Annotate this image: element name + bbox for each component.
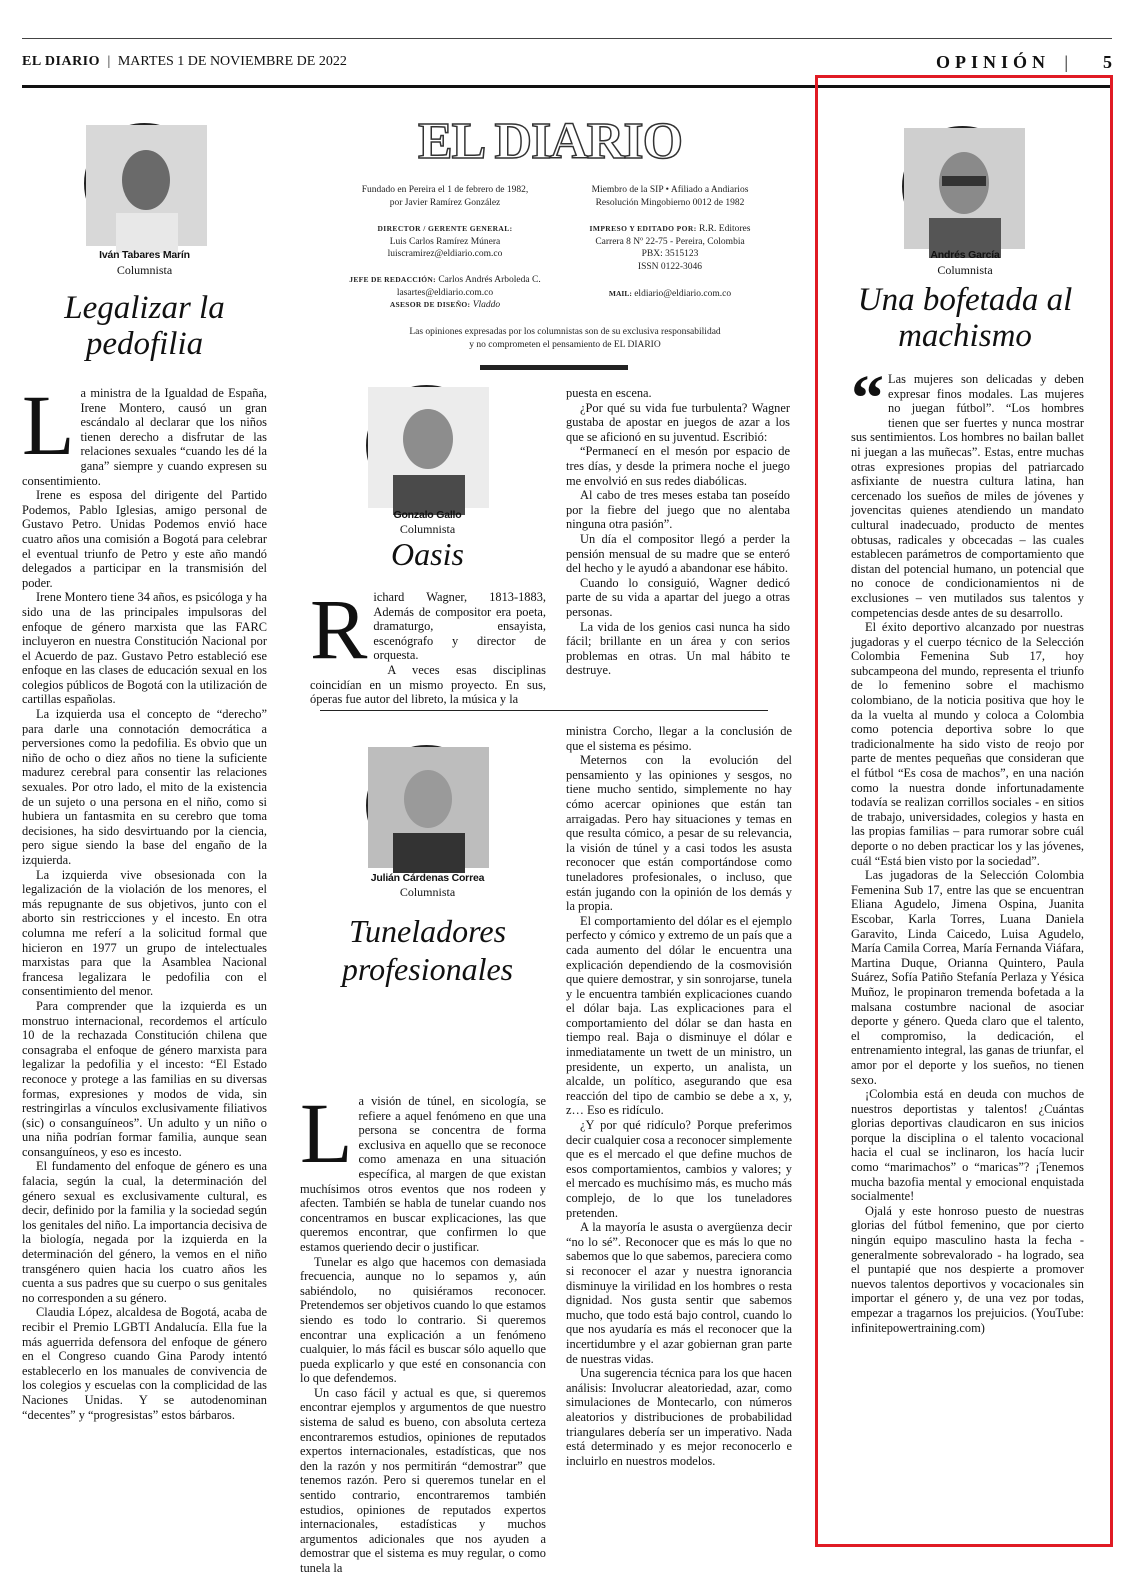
mail-label: MAIL: bbox=[608, 289, 632, 298]
paragraph: ¡Colombia está en deuda con muchos de nuestros deportistas y talentos! ¿Cuántas glorias deportivas claudicaron en sus inicios porque la disciplina o el talento vocacional hacia el cual se inclinaron, los hacía lucir como “marimachos” o “maricas”? ¡Tenemos mucha bazofia mental y emocional enquistada socialmente! bbox=[851, 1087, 1084, 1204]
paragraph: El fundamento del enfoque de género es una falacia, según la cual, la determinación del género sexual es exclusivamente cultural, es decir, definido por la familia y la sociedad según los genitales del niño. La importancia decisiva de la biología, negada por la izquierda en la determinación del género, la vemos en el niño transgénero quien hacia los cuatro años les cuenta a sus padres que su cuerpo o sus genitales no corresponden a su género. bbox=[22, 1159, 267, 1305]
paragraph: Ojalá y este honroso puesto de nuestras glorias del fútbol femenino, que por cierto ningún equipo masculino hasta la fecha - generalmente sobrevalorado - ha logrado, sea el puntapié que nos despierte a promover nuevos talentos deportivos y vocacionales sin importar el género y, de una vez por todas, empezar a tragarnos los prejuicios. (YouTube: infinitepowertraining.com) bbox=[851, 1203, 1084, 1335]
paragraph: La vida de los genios casi nunca ha sido fácil; brillante en un área y con serios problemas en otras. Un mal hábito te destruye. bbox=[566, 619, 790, 678]
author-role: Columnista bbox=[399, 885, 456, 899]
quote-mark: “ bbox=[851, 362, 884, 435]
drop-cap: L bbox=[22, 377, 75, 473]
paragraph: El comportamiento del dólar es el ejemplo perfecto y cómico y extremo de un país que a cada aumento del dólar le encuentra una explicación dependiendo de la cosmovisión que quiere demostrar, y sin sonrojarse, tunela y le encuentra también explicaciones cuando el dólar baja. Las explicaciones para el comportamiento del dólar se dan hasta en tiempo real. Baja o disminuye el dólar e inmediatamente un twett de un ministro, un presidente, un experto, un analista, un alcalde, un político, asegurando que esa reacción del tipo de cambio se debe a x, y, z… Eso es ridículo. bbox=[566, 913, 792, 1118]
paragraph: ichard Wagner, 1813-1883, Además de compositor era poeta, dramaturgo, ensayista, escenógrafo y director de orquesta. bbox=[373, 590, 546, 663]
title-line-2: pedofilia bbox=[85, 326, 204, 362]
title-line-2: profesionales bbox=[341, 951, 514, 987]
paragraph: a visión de túnel, en sicología, se refiere a aquel fenómeno en que una persona se concentra de forma exclusiva en aquello que se reconoce como amenaza en una situación específica, al margen de que existan muchísimos otros eventos que nos rodeen y afecten. También se habla de tunelar cuando nos concentramos en buscar explicaciones, las que queremos encontrar, que confirmen lo que estamos queriendo decir o justificar. bbox=[300, 1094, 546, 1254]
printer-name: R.R. Editores bbox=[698, 224, 751, 234]
paragraph: A veces esas disciplinas coincidían en un mismo proyecto. En sus, óperas fue autor del libreto, la música y la bbox=[310, 662, 546, 707]
paragraph: Una sugerencia técnica para los que hacen análisis: Involucrar aleatoriedad, azar, como simulaciones de Montecarlo, con números aleatorios y distribuciones de probabilidad triangulares debería ser un imperativo. Nada está determinado y es mejor reconocerlo e incluirlo en nuestros modelos. bbox=[566, 1366, 792, 1468]
paragraph: La izquierda usa el concepto de “derecho” para darle una connotación democrática a perversiones como la pedofilia. Es obvio que un niño de ocho o diez años no tiene la suficiente madurez cerebral para consentir las relaciones sexuales. Por otro lado, el mito de la existencia de un sujeto o una persona en el niño, como si hubiera un fantasmita en su cerebro que toma decisiones, ha sido desvirtuando por la ciencia, pero sigue siendo la base del engaño de la izquierda. bbox=[22, 707, 267, 867]
paragraph: “Permanecí en el mesón por espacio de tres días, y desde la primera noche el juego me envolvió en sus redes diabólicas. bbox=[566, 444, 790, 488]
director-label: DIRECTOR / GERENTE GENERAL: bbox=[377, 224, 513, 233]
paragraph: puesta en escena. bbox=[566, 386, 652, 400]
disclaimer-line: y no comprometen el pensamiento de EL DIARIO bbox=[469, 339, 661, 350]
header-separator: | bbox=[107, 54, 111, 69]
paragraph: Irene Montero tiene 34 años, es psicóloga y ha sido una de las principales impulsoras del enfoque de género marxista que las FARC incluyeron en nuestra Constitución Nacional por el Acuerdo de paz. Gustavo Petro estableció ese enfoque en las clases de educación sexual en los colegios públicos de Bogotá con la utilización de cartillas españolas. bbox=[22, 590, 267, 707]
masthead-logo: EL DIARIO bbox=[417, 113, 683, 170]
title-line-1: Una bofetada al bbox=[857, 282, 1073, 318]
member-info bbox=[565, 184, 775, 209]
paragraph: ministra Corcho, llegar a la conclusión de que el sistema es pésimo. bbox=[566, 724, 792, 753]
director-name: Luis Carlos Ramírez Múnera bbox=[389, 236, 501, 247]
author-photo-andres bbox=[902, 126, 1023, 247]
article-title bbox=[830, 282, 1100, 354]
page-number: 5 bbox=[1103, 52, 1112, 72]
mail-address: eldiario@eldiario.com.co bbox=[634, 289, 732, 299]
paragraph: La izquierda vive obsesionada con la legalización de la violación de los menores, el más repugnante de sus objetivos, junto con el aborto sin restricciones y el incesto. En otra columna me referí a la solicitud formal que hicieron en 1977 un grupo de intelectuales marxistas para que la Asamblea Nacional francesa legalizara le pedofilia con el consentimiento del menor. bbox=[22, 867, 267, 999]
paragraph: ¿Por qué su vida fue turbulenta? Wagner gustaba de apostar en juegos de azar a los que se aficionó en su juventud. Escribió: bbox=[566, 400, 790, 444]
disclaimer-line: Las opiniones expresadas por los columnistas son de su exclusiva responsabilidad bbox=[409, 327, 721, 337]
founded-info bbox=[340, 184, 550, 209]
printer-info bbox=[565, 223, 775, 273]
tuneladores-right-column bbox=[566, 724, 792, 1534]
editor-label: JEFE DE REDACCIÓN: bbox=[349, 275, 436, 284]
mail-info bbox=[565, 288, 775, 301]
title-line-2: machismo bbox=[898, 318, 1032, 354]
section-name: OPINIÓN bbox=[935, 52, 1050, 72]
design-name: Vladdo bbox=[472, 300, 501, 310]
editor-name: Carlos Andrés Arboleda C. bbox=[438, 275, 541, 285]
title-line-1: Tuneladores bbox=[348, 913, 507, 949]
paragraph: Un caso fácil y actual es que, si queremos encontrar ejemplos y argumentos de que nuestro sistema de salud es bueno, con absoluta certeza encontraremos estudios, opiniones de reputados expertos internacionales, estadísticas, que nos den la razón y nos permitirán “demostrar” que tenemos razón. Pero si queremos tunelar en el sentido contrario, encontraremos también estudios, opiniones de reputados expertos internacionales, estadísticas y muchos argumentos adicionales que nos ayuden a demostrar que el sistema es muy regular, o como tunela la bbox=[300, 1385, 546, 1575]
founded-line: por Javier Ramírez González bbox=[389, 197, 501, 208]
paragraph: ¿Y por qué ridículo? Porque preferimos decir cualquier cosa a reconocer simplemente que es el mercado el que define muchos de esos comportamientos, cambios y valores; y el mercado es muchísimo más, es mucho más complejo, de lo que los tuneladores pretenden. bbox=[566, 1118, 793, 1220]
paragraph: Cuando lo consiguió, Wagner dedicó parte de su vida a apartar del juego a otras personas. bbox=[566, 575, 790, 619]
header-bar bbox=[22, 54, 1112, 74]
paragraph: A la mayoría le asusta o avergüenza decir “no lo sé”. Reconocer que es más lo que no sabemos que lo que sabemos, pareciera como si reconocer el azar y nuestra ignorancia disminuye la virilidad en los hombres o resta dignidad. Nos gusta sentir que sabemos mucho, que todo está bajo control, cuando lo que nos ayudaría es más el reconocer que la incertidumbre y el azar gobiernan gran parte de nuestras vidas. bbox=[566, 1220, 792, 1366]
article-body bbox=[851, 362, 1084, 1537]
paragraph: Al cabo de tres meses estaba tan poseído por la fiebre del juego que no alentaba ninguna otra pasión”. bbox=[566, 488, 790, 532]
drop-cap: L bbox=[300, 1085, 353, 1181]
title-line-1: Legalizar la bbox=[64, 290, 225, 326]
author-role: Columnista bbox=[116, 263, 173, 277]
article-title bbox=[22, 290, 267, 362]
tuneladores-left-column bbox=[300, 1085, 546, 1575]
author-name: Iván Tabares Marín bbox=[99, 249, 190, 261]
printer-label: IMPRESO Y EDITADO POR: bbox=[589, 224, 697, 233]
printer-line: Carrera 8 Nº 22-75 - Pereira, Colombia bbox=[595, 236, 745, 247]
paragraph: Un día el compositor llegó a perder la pensión mensual de su madre que se enteró del hecho y le ayudó a abandonar ese hábito. bbox=[566, 531, 790, 576]
paragraph: Para comprender que la izquierda es un monstruo internacional, recordemos el artículo 10 de la rechazada Constitución chilena que consagraba el enfoque de género marxista para legalizar la pedofilia y el incesto: “El Estado reconoce y protege a las familias en su diversas formas, expresiones y modos de vida, sin restringirlas a vínculos exclusivamente filiativos (sic) o consanguíneos”. Un adulto y un niño o una niña podrían formar familia, aunque sean consanguíneos, y eso es incesto. bbox=[22, 998, 267, 1159]
paragraph: Meternos con la evolución del pensamiento y las opiniones y sesgos, no tiene mucho sentido, simplemente no hay cómo acercar opiniones que están tan arraigadas. Pero hay situaciones y temas en que resulta cómico, a pesar de su relevancia, la visión de túnel y a casi todos les asusta reconocer que están comportándose como tuneladores profesionales, o incluso, que están jugando con la opinión de los demás y la propia. bbox=[566, 753, 792, 914]
author-photo-gonzalo bbox=[366, 385, 487, 506]
article-title bbox=[310, 912, 545, 988]
article-title: Oasis bbox=[391, 536, 464, 572]
top-rule bbox=[22, 38, 1112, 39]
section-divider bbox=[320, 710, 768, 711]
drop-cap: R bbox=[310, 581, 368, 677]
paragraph: Claudia López, alcaldesa de Bogotá, acaba de recibir el Premio LGBTI Andalucía. Ella fue la más aguerrida defensora del enfoque de género en el Congreso cuando Gina Parody intentó establecerlo en los manuales de convivencia de los colegios y escuelas con la complicidad de las Naciones Unidas. Y se autodenominan “decentes” y “progresistas” estos bárbaros. bbox=[22, 1305, 267, 1422]
author-name: Gonzalo Gallo bbox=[393, 509, 462, 521]
paragraph: Las jugadoras de la Selección Colombia Femenina Sub 17, entre las que se encuentran Eliana Agudelo, Jimena Ospina, Juanita Escobar, Karla Torres, Luana Daniela Garavito, Linda Caicedo, Luisa Agudelo, María Camila Correa, María Fernanda Viáfara, Martina Duque, Orianna Quintero, Paula Suárez, Sofía Patiño Stefanía Perlaza y Yésica Muñoz, le propinaron tremenda bofetada a la malsana costumbre nacional de asociar deporte y género. Queda claro que el talento, el compromiso, la dedicación, el entrenamiento integral, las ganas de triunfar, el amor por el deporte y los sueños, no tienen sexo. bbox=[851, 868, 1084, 1087]
director-info bbox=[340, 223, 550, 261]
editor-info bbox=[330, 274, 560, 312]
printer-line: ISSN 0122-3046 bbox=[637, 261, 703, 272]
page-separator: | bbox=[1064, 52, 1068, 72]
member-line: Miembro de la SIP • Afiliado a Andiarios bbox=[591, 185, 749, 195]
paragraph: Tunelar es algo que hacemos con demasiada frecuencia, aunque no lo sepamos y, aún sabiéndolo, no quisiéramos reconocer. Pretendemos ser objetivos cuando lo que estamos siendo es todo lo contrario. Si queremos encontrar una explicación a un fenómeno cualquier, lo más fácil es buscar sólo aquello que pueda explicarlo y que esté en consonancia con lo que defendemos. bbox=[300, 1254, 546, 1386]
author-name: Julián Cárdenas Correa bbox=[370, 872, 485, 884]
masthead-divider bbox=[480, 365, 628, 370]
paragraph: El éxito deportivo alcanzado por nuestras jugadoras y el cuerpo técnico de la Selección Colombia Femenina Sub 17, hoy subcampeona del mundo, representa el triunfo de lo femenino sobre el machismo colombiano, de la noticia positiva que hoy le da la vuelta al mundo y coloca a Colombia como potencia deportiva sobre lo que tradicionalmente ha sido visto de reojo por parte de mentes pequeñas que consideran que el fútbol “Es cosa de machos”, en una nación como la nuestra donde infortunadamente todavía se realizan corrillos sociales - en sitios de trabajo, universidades, colegios y hasta en las propias familias – para rumorar sobre cuál deporte o no deben practicar los y las jóvenes, cuál “Está bien visto por la sociedad”. bbox=[851, 620, 1084, 868]
founded-line: Fundado en Pereira el 1 de febrero de 1982, bbox=[361, 185, 529, 195]
editor-email: lasartes@eldiario.com.co bbox=[396, 287, 494, 298]
article-body bbox=[22, 377, 267, 1526]
printer-line: PBX: 3515123 bbox=[641, 249, 699, 259]
oasis-right-column bbox=[566, 386, 790, 701]
issue-date: MARTES 1 DE NOVIEMBRE DE 2022 bbox=[117, 54, 347, 69]
author-role: Columnista bbox=[937, 263, 993, 277]
author-photo-julian bbox=[366, 745, 487, 866]
director-email: luiscramirez@eldiario.com.co bbox=[387, 249, 503, 259]
oasis-left-column bbox=[310, 581, 546, 707]
paragraph: a ministra de la Igualdad de España, Irene Montero, causó un gran escándalo al declarar que los niños tienen derecho a disfrutar de las relaciones sexuales “cuando les dé la gana” siempre y cuando expresen su consentimiento. bbox=[22, 386, 267, 488]
disclaimer bbox=[330, 326, 800, 351]
paper-name: EL DIARIO bbox=[22, 54, 101, 69]
design-label: ASESOR DE DISEÑO: bbox=[389, 300, 471, 309]
author-role: Columnista bbox=[399, 522, 456, 536]
paragraph: Irene es esposa del dirigente del Partido Podemos, Pablo Iglesias, amigo personal de Gustavo Petro. Unidas Podemos envió hace cuatro años una comisión a Bogotá para celebrar el eventual triunfo de Petro y este año mandó delegados a participar en la transmisión del poder. bbox=[22, 488, 267, 590]
paragraph: Las mujeres son delicadas y deben expresar finos modales. Las mujeres no juegan fútbol”. “Los hombres tienen que ser fuertes y nunca mostrar sus sentimientos. Los hombres no bailan ballet ni juegan a las muñecas”. Estas, entre muchas otras expresiones propias del patriarcado asfixiante de nuestra cultura latina, han cercenado los sueños de miles de jóvenes y jovencitas quienes atendiendo un mandato cultural inadecuado, producto de mentes obtusas, radicales y obcecadas – las cuales establecen parámetros de comportamiento que distan del potencial humano, un potencial que no conoce de condicionamientos ni de exclusiones – ven mutilados sus talentos y competencias desde antes de su desarrollo. bbox=[851, 372, 1084, 620]
author-name: Andrés García bbox=[930, 249, 1000, 261]
member-line: Resolución Mingobierno 0012 de 1982 bbox=[595, 197, 745, 208]
author-photo-ivan bbox=[84, 123, 205, 244]
